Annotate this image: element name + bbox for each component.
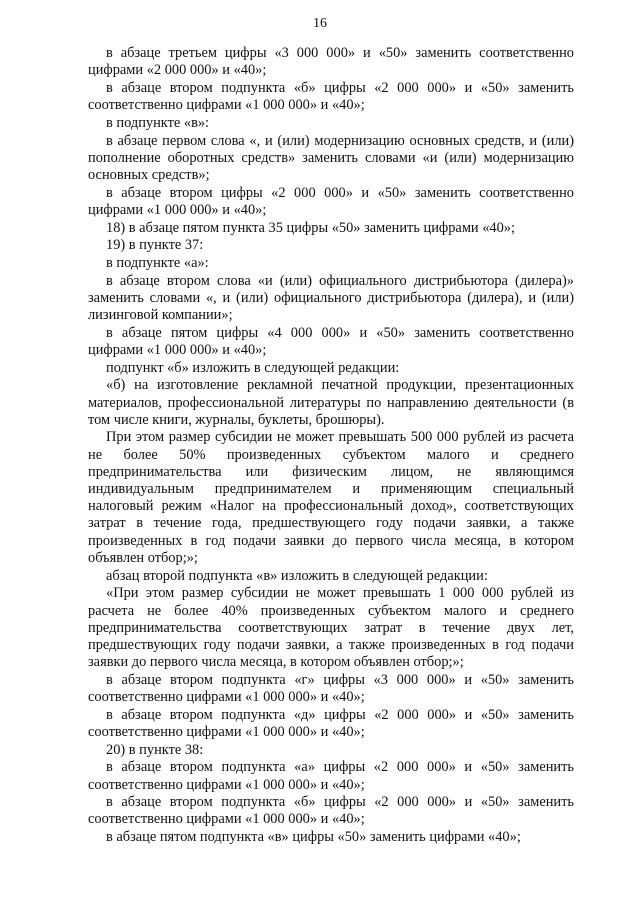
paragraph: в подпункте «в»: [106,114,210,131]
paragraph: в абзаце первом слова «, и (или) модернизацию основных средств, и (или) пополнение оборотных средств» заменить словами «и (или) модернизацию основных средств»; [88,132,574,183]
paragraph: подпункт «б» изложить в следующей редакции: [106,359,400,376]
paragraph: в абзаце пятом цифры «4 000 000» и «50» заменить соответственно цифрами «1 000 000» и «40»; [88,324,574,358]
paragraph: «б) на изготовление рекламной печатной продукции, презентационных материалов, профессиональной литературы по направлению деятельности (в том числе книги, журналы, буклеты, брошюры). [88,377,574,428]
paragraph: 19) в пункте 37: [106,237,204,254]
paragraph: 20) в пункте 38: [106,741,204,758]
paragraph: в абзаце втором слова «и (или) официального дистрибьютора (дилера)» заменить словами «, и (или) официального дистрибьютора (дилера), и (или) лизинговой компании»; [88,272,574,324]
paragraph: в абзаце втором подпункта «г» цифры «3 000 000» и «50» заменить соответственно цифрами «1 000 000» и «40»; [88,671,574,706]
paragraph: в абзаце втором подпункта «б» цифры «2 000 000» и «50» заменить соответственно цифрами «1 000 000» и «40»; [88,79,574,114]
document-body [88,45,574,846]
paragraph: При этом размер субсидии не может превышать 500 000 рублей из расчета не более 50% произведенных субъектом малого и среднего предпринимательства или физическим лицом, не являющимся индивидуальным предпринимателем и применяющим специальный налоговый режим «Налог на профессиональный доход», соответствующих затрат в течение года, предшествующего году подачи заявки, а также произведенных в год подачи заявки до первого числа месяца, в котором объявлен отбор;»; [88,429,574,566]
paragraph: «При этом размер субсидии не может превышать 1 000 000 рублей из расчета не более 40% произведенных субъектом малого и среднего предпринимательства соответствующих затрат в течение двух лет, предшествующих году подачи заявки, а также произведенных в год подачи заявки до первого числа месяца, в котором объявлен отбор;»; [88,585,574,671]
paragraph: в абзаце втором цифры «2 000 000» и «50» заменить соответственно цифрами «1 000 000» и «40»; [88,184,574,218]
paragraph: в абзаце третьем цифры «3 000 000» и «50» заменить соответственно цифрами «2 000 000» и «40»; [88,45,574,79]
paragraph: в подпункте «а»: [106,254,209,271]
paragraph: в абзаце пятом подпункта «в» цифры «50» заменить цифрами «40»; [106,829,521,846]
paragraph: абзац второй подпункта «в» изложить в следующей редакции: [106,567,488,584]
paragraph: в абзаце втором подпункта «а» цифры «2 000 000» и «50» заменить соответственно цифрами «1 000 000» и «40»; [88,759,574,793]
paragraph: 18) в абзаце пятом пункта 35 цифры «50» заменить цифрами «40»; [106,219,516,236]
paragraph: в абзаце втором подпункта «б» цифры «2 000 000» и «50» заменить соответственно цифрами «1 000 000» и «40»; [88,794,574,828]
paragraph: в абзаце втором подпункта «д» цифры «2 000 000» и «50» заменить соответственно цифрами «1 000 000» и «40»; [88,706,574,740]
page-number: 16 [313,16,327,31]
